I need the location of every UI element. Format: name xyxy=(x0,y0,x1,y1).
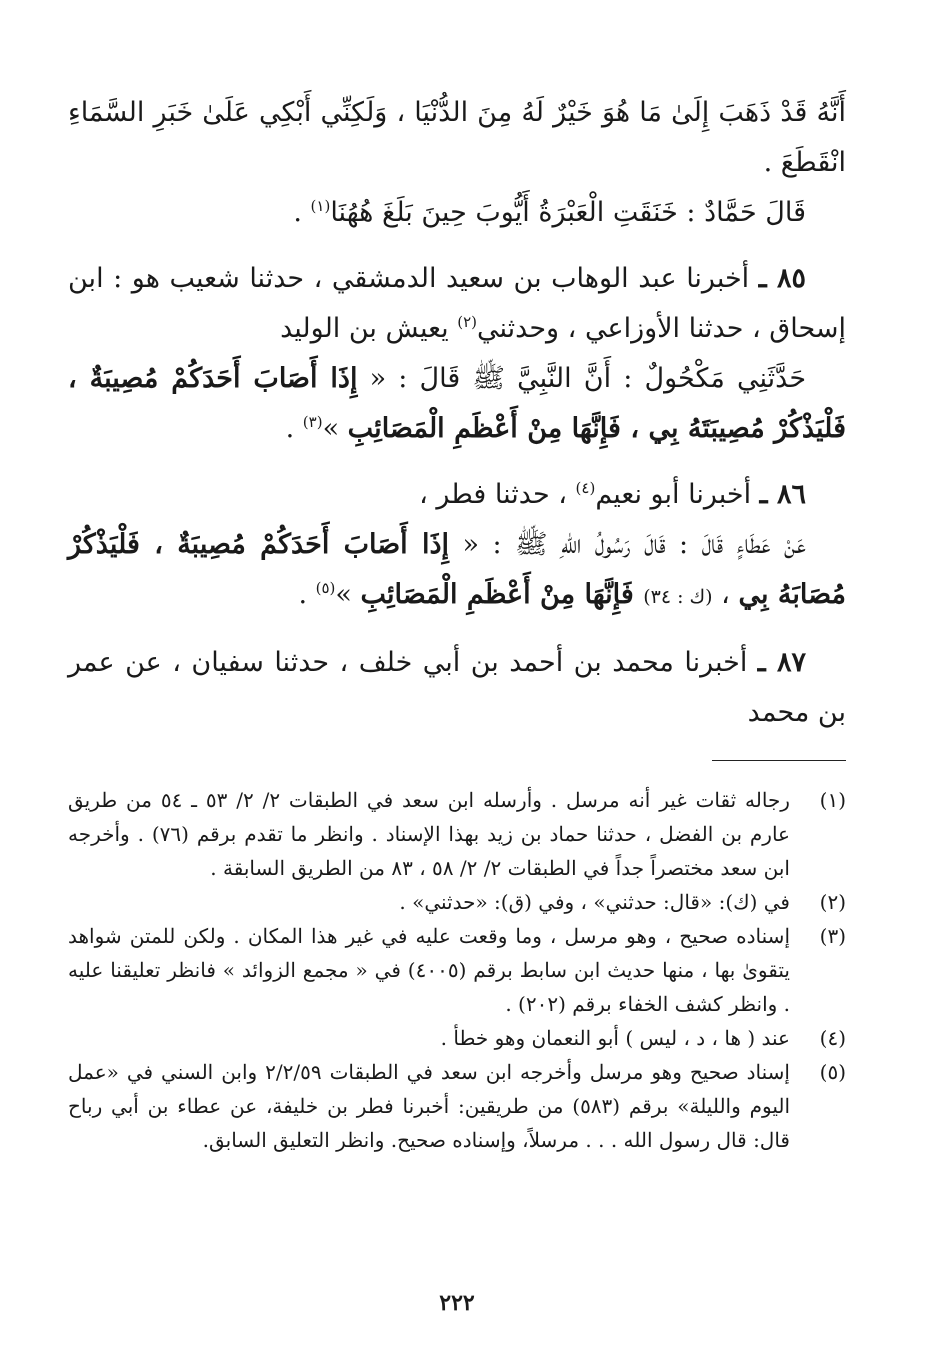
hadith-86-isnad xyxy=(68,470,846,520)
footnote-ref-1[interactable]: (١) xyxy=(310,197,331,215)
hadith-85-isnad xyxy=(68,254,846,354)
book-page xyxy=(68,88,846,1372)
footnote-number: (٤) xyxy=(819,1026,846,1050)
footnote-text: عند ( ها ، د ، ليس ) أبو النعمان وهو خطأ . xyxy=(440,1026,790,1050)
hadith-86-matn xyxy=(68,520,846,622)
footnote-ref-3[interactable]: (٣) xyxy=(302,413,323,431)
hadith-86-isnad-end: ، حدثنا فطر ، xyxy=(419,479,576,510)
hadith-85-matn xyxy=(68,354,846,454)
hadith-85-matn-close: » xyxy=(322,413,348,444)
hadith-86-matn-close: » xyxy=(335,579,361,610)
hadith-85-matn-intro: حَدَّثَنِي مَكْحُولٌ : أَنَّ النَّبِيَّ ﷺ قَالَ : « xyxy=(357,363,807,394)
hadith-85-matn-quote: إِذَا أَصَابَ أَحَدَكُمْ مُصِيبَةٌ ، فَلْيَذْكُرْ مُصِيبَتَهُ بِي ، فَإِنَّهَا مِنْ أَعْظَمِ الْمَصَائِبِ xyxy=(68,363,846,444)
hadith-86-number: ٨٦ ـ xyxy=(759,479,806,510)
hammad-text: قَالَ حَمَّادٌ : خَنَقَتِ الْعَبْرَةُ أَيُّوبَ حِينَ بَلَغَ هُهُنَا xyxy=(330,197,806,228)
footnote-number: (٢) xyxy=(819,890,846,914)
hammad-end: . xyxy=(293,197,311,228)
footnote-divider xyxy=(712,760,846,761)
hadith-85-number: ٨٥ ـ xyxy=(758,263,807,294)
footnotes xyxy=(68,783,846,1157)
footnote-number: (١) xyxy=(819,788,846,812)
footnote-1 xyxy=(68,783,846,885)
footnote-2 xyxy=(68,885,846,919)
footnote-3 xyxy=(68,919,846,1021)
footnote-ref-2[interactable]: (٢) xyxy=(457,313,478,331)
page-number: ٢٢٢ xyxy=(439,1290,475,1316)
hadith-86-matn-sep: ، xyxy=(712,579,739,610)
footnote-ref-5[interactable]: (٥) xyxy=(315,579,336,597)
footnote-text: إسناده صحيح ، وهو مرسل ، وما وقعت عليه في غير هذا المكان . ولكن للمتن شواهد يتقوىٰ بها ، منها حديث ابن سابط برقم (٤٠٠٥) في « مجمع الزوائد » فانظر تعليقنا عليه . وانظر كشف الخفاء برقم (٢٠٢) . xyxy=(68,924,790,1016)
footnote-text: رجاله ثقات غير أنه مرسل . وأرسله ابن سعد في الطبقات ٢/ ٢/ ٥٣ ـ ٥٤ من طريق عارم بن الفضل ، حدثنا حماد بن زيد بهذا الإسناد . وانظر ما تقدم برقم (٧٦) . وأخرجه ابن سعد مختصراً جداً في الطبقات ٢/ ٢/ ٥٨ ، ٨٣ من الطريق السابقة . xyxy=(68,788,790,880)
paragraph-hammad xyxy=(68,188,846,238)
footnote-number: (٥) xyxy=(819,1060,846,1084)
paragraph-continuation xyxy=(68,88,846,188)
continuation-text: أَنَّهُ قَدْ ذَهَبَ إِلَىٰ مَا هُوَ خَيْرٌ لَهُ مِنَ الدُّنْيَا ، وَلَكِنِّي أَبْكِي عَلَىٰ خَبَرِ السَّمَاءِ انْقَطَعَ . xyxy=(68,97,846,178)
footnote-ref-4[interactable]: (٤) xyxy=(575,479,596,497)
hadith-87-isnad xyxy=(68,638,846,738)
hadith-86-matn-end: . xyxy=(298,579,316,610)
hadith-86-matn-quote-end: فَإِنَّهَا مِنْ أَعْظَمِ الْمَصَائِبِ xyxy=(360,579,644,610)
hadith-85-matn-end: . xyxy=(285,413,303,444)
hadith-87-number: ٨٧ ـ xyxy=(757,647,806,678)
footnote-text: إسناد صحيح وهو مرسل وأخرجه ابن سعد في الطبقات ٢/٢/٥٩ وابن السني في «عمل اليوم والليلة» برقم (٥٨٣) من طريقين: أخبرنا فطر بن خليفة، عن عطاء بن أبي رباح قال: قال رسول الله . . . مرسلاً، وإسناده صحيح. وانظر التعليق السابق. xyxy=(68,1060,791,1152)
footnote-text: في (ك): «قال: حدثني» ، وفي (ق): «حدثني» . xyxy=(399,890,790,914)
footnote-5 xyxy=(68,1055,846,1157)
hadith-87-isnad-text: أخبرنا محمد بن أحمد بن أبي خلف ، حدثنا سفيان ، عن عمر بن محمد xyxy=(68,647,846,728)
hadith-86-isnad-text: أخبرنا أبو نعيم xyxy=(595,479,760,510)
main-text xyxy=(68,88,846,738)
hadith-86-matn-quote: إِذَا أَصَابَ أَحَدَكُمْ مُصِيبَةٌ ، فَلْيَذْكُرْ مُصَابَهُ بِي xyxy=(68,529,846,610)
hadith-86-matn-intro: عَنْ عَطَاءٍ قَالَ : قَالَ رَسُولُ اللهِ ﷺ : « xyxy=(449,529,806,560)
hadith-85-isnad-end: يعيش بن الوليد xyxy=(280,313,458,344)
manuscript-page-marker: (ك : ٣٤) xyxy=(643,586,713,608)
footnote-number: (٣) xyxy=(819,924,846,948)
footnote-4 xyxy=(68,1021,846,1055)
hadith-85-isnad-text: أخبرنا عبد الوهاب بن سعيد الدمشقي ، حدثنا شعيب هو : ابن إسحاق ، حدثنا الأوزاعي ، وحدثني xyxy=(68,263,846,344)
